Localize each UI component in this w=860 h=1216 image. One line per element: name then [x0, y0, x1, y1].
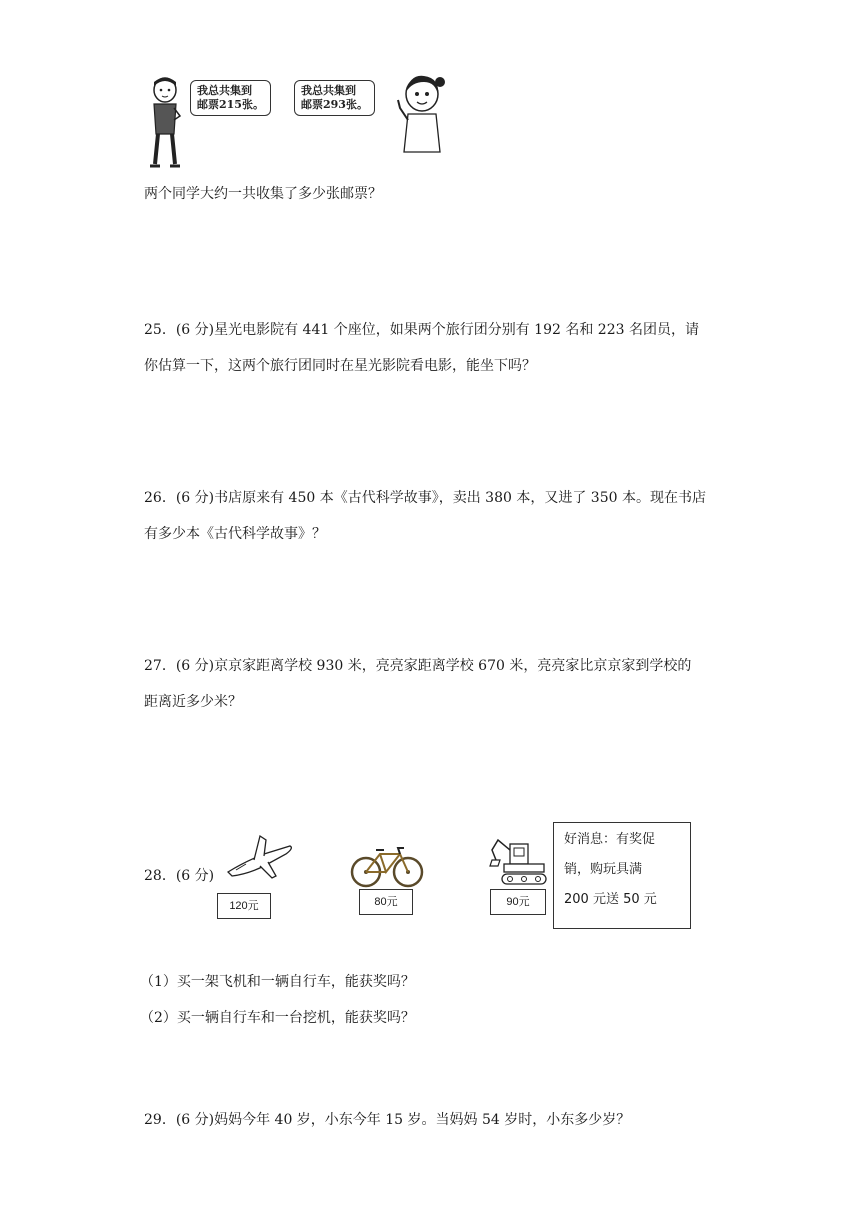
girl-bubble-line-1: 我总共集到 — [301, 84, 356, 97]
question-26-line-2: 有多少本《古代科学故事》？ — [144, 526, 326, 542]
boy-bubble-line-1: 我总共集到 — [197, 84, 252, 97]
excavator-price-tag: 90元 — [490, 889, 546, 915]
excavator-icon — [488, 836, 548, 888]
promotion-line-1: 好消息：有奖促 — [564, 832, 656, 847]
girl-bubble-line-2: 邮票293张。 — [301, 98, 368, 111]
boy-bubble-line-2: 邮票215张。 — [197, 98, 264, 111]
question-25-line-2: 你估算一下，这两个旅行团同时在星光影院看电影，能坐下吗？ — [144, 358, 536, 374]
promotion-line-2: 销，购玩具满 — [564, 862, 643, 877]
bicycle-icon — [350, 844, 424, 888]
question-28-sub-2: （2）买一辆自行车和一台挖机，能获奖吗？ — [140, 1010, 415, 1026]
question-26-line-1: 26．(6 分)书店原来有 450 本《古代科学故事》，卖出 380 本，又进了 350 本。现在书店 — [144, 490, 706, 506]
question-28-label: 28．(6 分) — [144, 868, 215, 884]
promotion-notice — [553, 822, 691, 929]
question-27-line-1: 27．(6 分)京京家距离学校 930 米，亮亮家距离学校 670 米，亮亮家比京京家到学校的 — [144, 658, 692, 674]
stamps-illustration — [140, 68, 460, 172]
girl-icon — [390, 72, 450, 160]
question-25-line-1: 25．(6 分)星光电影院有 441 个座位，如果两个旅行团分别有 192 名和 223 名团员，请 — [144, 322, 699, 338]
promotion-line-3: 200 元送 50 元 — [564, 892, 657, 907]
girl-speech-bubble — [294, 80, 375, 116]
question-27-line-2: 距离近多少米？ — [144, 694, 242, 710]
boy-speech-bubble — [190, 80, 271, 116]
question-29-line-1: 29．(6 分)妈妈今年 40 岁，小东今年 15 岁。当妈妈 54 岁时，小东多少岁？ — [144, 1112, 631, 1128]
bicycle-price-tag: 80元 — [359, 889, 413, 915]
boy-icon — [140, 76, 190, 172]
question-28-sub-1: （1）买一架飞机和一辆自行车，能获奖吗？ — [140, 974, 415, 990]
airplane-price-tag: 120元 — [217, 893, 271, 919]
airplane-icon — [224, 832, 296, 884]
stamps-question: 两个同学大约一共收集了多少张邮票？ — [144, 186, 382, 202]
